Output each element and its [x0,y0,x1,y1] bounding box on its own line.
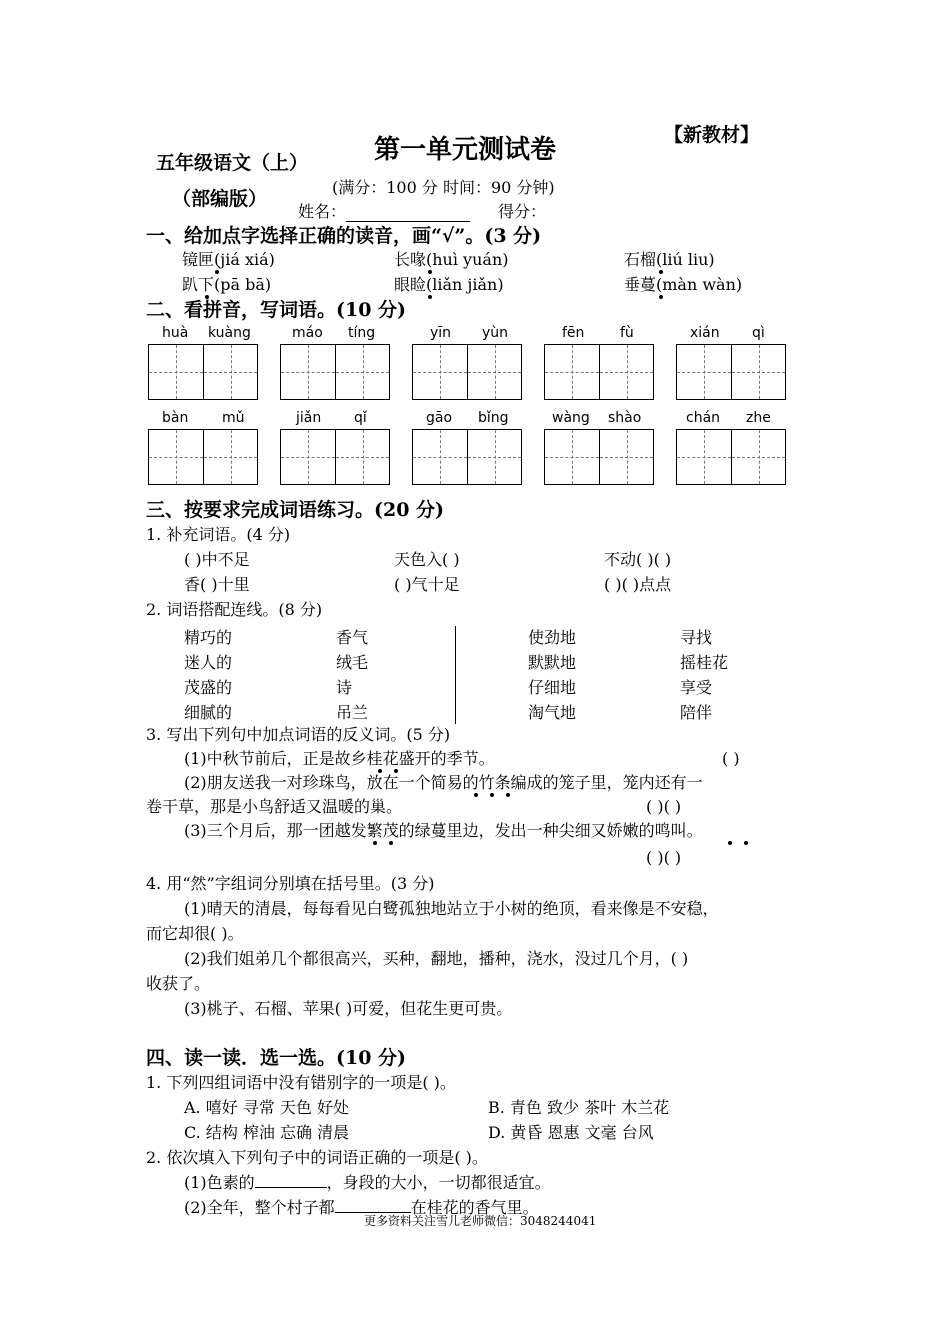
q3-sentence-2a: (2)朋友送我一对珍珠鸟，放在一个简易的竹条编成的笼子里，笼内还有一 [184,773,703,792]
match-word[interactable]: 迷人的 [184,653,233,672]
match-column-2 [336,625,368,725]
s1-item: 镜匣(jiá xiá) [182,250,275,269]
pinyin-label: mǔ [222,410,245,426]
section-2-heading: 二、看拼音，写词语。(10 分) [146,299,407,321]
exam-info: (满分：100 分 时间：90 分钟) [332,178,555,197]
q2-title: 2. 词语搭配连线。(8 分) [146,600,323,619]
match-word[interactable]: 香气 [336,628,369,647]
match-column-1 [184,625,232,725]
sentence-part: 在桂花的香气里。 [410,1198,539,1217]
answer-blank[interactable]: ( )( ) [646,797,682,816]
q1-title: 1. 补充词语。(4 分) [146,525,291,544]
emphasis-dot [428,295,432,299]
new-textbook-badge: 【新教材】 [664,124,760,146]
q3-title: 3. 写出下列句中加点词语的反义词。(5 分) [146,725,451,744]
sentence-part: (1)色素的 [184,1173,255,1192]
pinyin-label: huà [162,325,189,341]
emphasis-dot [373,841,377,845]
match-word[interactable]: 细腻的 [184,703,233,722]
writing-box[interactable] [412,344,522,400]
idiom-fill[interactable]: ( )气十足 [394,575,460,594]
s1-item: 趴下(pā bā) [182,275,272,294]
writing-box[interactable] [676,344,786,400]
edition-label: （部编版） [172,188,268,210]
idiom-fill[interactable]: 天色入( ) [394,550,460,569]
emphasis-dot [490,793,494,797]
match-word[interactable]: 使劲地 [528,628,577,647]
fill-blank[interactable] [255,1173,327,1188]
pinyin-label: zhe [746,410,771,426]
emphasis-dot [474,793,478,797]
emphasis-dot [378,769,382,773]
pinyin-label: yùn [482,325,509,341]
idiom-fill[interactable]: 不动( )( ) [604,550,672,569]
s4-q2-sentence-1 [184,1173,551,1193]
idiom-fill[interactable]: ( )中不足 [184,550,250,569]
emphasis-dot [744,841,748,845]
writing-box[interactable] [544,344,654,400]
writing-box[interactable] [280,344,390,400]
page-title: 第一单元测试卷 [374,135,557,165]
match-word[interactable]: 默默地 [528,653,577,672]
match-word[interactable]: 精巧的 [184,628,233,647]
pinyin-label: wàng [552,410,590,426]
s4-q1-title: 1. 下列四组词语中没有错别字的一项是( )。 [146,1073,456,1092]
match-word[interactable]: 陪伴 [680,703,713,722]
pinyin-label: máo [292,325,323,341]
s1-item: 长喙(huì yuán) [394,250,509,269]
q4-sentence-1b[interactable]: 而它却很( )。 [146,924,244,943]
pinyin-label: qì [752,325,765,341]
emphasis-dot [394,769,398,773]
writing-box[interactable] [676,429,786,485]
emphasis-dot [659,295,663,299]
pinyin-label: tíng [348,325,376,341]
match-word[interactable]: 享受 [680,678,713,697]
section-3-heading: 三、按要求完成词语练习。(20 分) [146,499,445,521]
sentence-part: ，身段的大小，一切都很适宜。 [326,1173,551,1192]
s1-item: 垂蔓(màn wàn) [624,275,743,294]
pinyin-label: jiǎn [296,410,322,426]
section-4-heading: 四、读一读．选一选。(10 分) [146,1047,407,1069]
option-d[interactable]: D. 黄昏 恩惠 文毫 台风 [488,1123,654,1142]
emphasis-dot [428,270,432,274]
q3-sentence-2b: 卷干草，那是小鸟舒适又温暖的巢。 [146,797,403,816]
divider [455,626,456,724]
match-word[interactable]: 茂盛的 [184,678,233,697]
name-label: 姓名： [298,202,347,221]
pinyin-label: fēn [562,325,585,341]
match-column-3 [528,625,576,725]
pinyin-label: gāo [426,410,453,426]
match-word[interactable]: 淘气地 [528,703,577,722]
idiom-fill[interactable]: 香( )十里 [184,575,250,594]
emphasis-dot [728,841,732,845]
answer-blank[interactable]: ( )( ) [646,848,682,867]
writing-box[interactable] [148,344,258,400]
idiom-fill[interactable]: ( )( )点点 [604,575,672,594]
footer-note: 更多资料关注雪儿老师微信：3048244041 [364,1214,597,1228]
s1-item: 石榴(liú liu) [624,250,715,269]
s1-item: 眼睑(liǎn jiǎn) [394,275,504,294]
section-1-heading: 一、给加点字选择正确的读音，画“√”。(3 分) [146,225,542,247]
match-word[interactable]: 绒毛 [336,653,369,672]
pinyin-label: qǐ [354,410,367,426]
emphasis-dot [215,270,219,274]
s4-q2-title: 2. 依次填入下列句子中的词语正确的一项是( )。 [146,1148,488,1167]
q4-sentence-2b: 收获了。 [146,974,211,993]
match-word[interactable]: 诗 [336,678,353,697]
q4-sentence-2a[interactable]: (2)我们姐弟几个都很高兴，买种，翻地，播种，浇水，没过几个月，( ) [184,949,689,968]
pinyin-label: chán [686,410,721,426]
pinyin-label: bàn [162,410,189,426]
writing-box[interactable] [544,429,654,485]
option-b[interactable]: B. 青色 致少 茶叶 木兰花 [488,1098,670,1117]
pinyin-label: xián [690,325,720,341]
option-c[interactable]: C. 结构 榨油 忘确 清晨 [184,1123,350,1142]
match-word[interactable]: 吊兰 [336,703,369,722]
writing-box[interactable] [148,429,258,485]
match-column-4 [680,625,728,725]
name-field[interactable] [298,202,470,222]
name-blank[interactable] [346,205,470,222]
pinyin-label: bǐng [478,410,509,426]
q4-sentence-3[interactable]: (3)桃子、石榴、苹果( )可爱，但花生更可贵。 [184,999,513,1018]
emphasis-dot [506,793,510,797]
fill-blank[interactable] [335,1198,411,1213]
writing-box[interactable] [412,429,522,485]
emphasis-dot [389,841,393,845]
emphasis-dot [659,270,663,274]
match-word[interactable]: 摇桂花 [680,653,729,672]
sentence-part: (2)全年，整个村子都 [184,1198,335,1217]
q4-title: 4. 用“然”字组词分别填在括号里。(3 分) [146,874,435,893]
pinyin-label: shào [608,410,642,426]
match-word[interactable]: 寻找 [680,628,713,647]
score-label: 得分： [498,202,547,221]
writing-box[interactable] [280,429,390,485]
q3-sentence-1: (1)中秋节前后，正是故乡桂花盛开的季节。 [184,749,495,768]
q3-sentence-3: (3)三个月后，那一团越发繁茂的绿蔓里边，发出一种尖细又娇嫩的鸣叫。 [184,821,703,840]
pinyin-label: yīn [430,325,452,341]
q4-sentence-1a: (1)晴天的清晨，每每看见白鹭孤独地站立于小树的绝顶，看来像是不安稳， [184,899,719,918]
pinyin-label: kuàng [208,325,251,341]
grade-label: 五年级语文（上） [156,152,309,174]
option-a[interactable]: A. 嘻好 寻常 天色 好处 [184,1098,349,1117]
answer-blank[interactable]: ( ) [722,749,740,768]
match-word[interactable]: 仔细地 [528,678,577,697]
pinyin-label: fù [620,325,634,341]
